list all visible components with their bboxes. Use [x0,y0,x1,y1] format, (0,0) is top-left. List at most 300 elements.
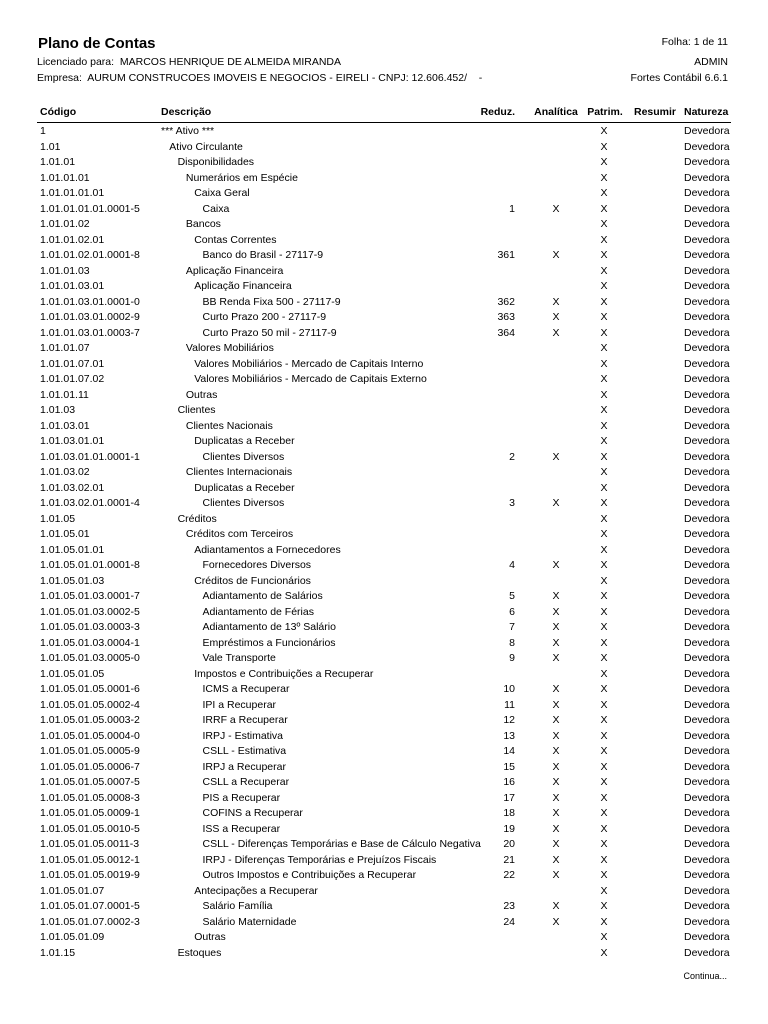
table-row [0,419,768,435]
cell-descricao: Banco do Brasil - 27117-9 [202,249,324,261]
cell-descricao: Antecipações a Recuperar [194,884,318,897]
cell-natureza: Devedora [684,884,730,897]
cell-natureza: Devedora [684,311,730,323]
cell-descricao: Contas Correntes [194,233,277,246]
cell-codigo: 1.01.01.02.01.0001-8 [40,249,140,261]
cell-patrim: X [600,295,608,308]
cell-analitica: X [552,853,560,866]
cell-reduz: 3 [509,497,515,509]
cell-patrim: X [600,915,608,928]
cell-descricao: Ativo Circulante [169,140,243,153]
table-row [0,775,768,791]
cell-descricao: Outros Impostos e Contribuições a Recuperar [202,869,417,881]
cell-natureza: Devedora [684,559,730,571]
cell-analitica: X [552,807,560,819]
cell-descricao: Valores Mobiliários - Mercado de Capitais Externo [194,373,427,385]
cell-patrim: X [600,652,608,664]
table-row [0,450,768,466]
table-row [0,698,768,714]
cell-codigo: 1.01.01.07.02 [40,373,105,385]
cell-patrim: X [600,636,608,649]
table-row [0,527,768,543]
table-row [0,279,768,295]
table-row [0,233,768,249]
cell-natureza: Devedora [684,636,730,649]
cell-codigo: 1.01.05.01 [40,528,90,540]
cell-natureza: Devedora [684,342,730,354]
cell-patrim: X [600,605,608,618]
cell-patrim: X [600,590,608,602]
cell-descricao: Duplicatas a Receber [194,435,295,447]
table-row [0,171,768,187]
table-row [0,341,768,357]
cell-codigo: 1.01.01.02.01 [40,233,105,246]
cell-natureza: Devedora [684,574,730,587]
cell-codigo: 1.01.01.03.01.0002-9 [40,311,140,323]
col-header-descricao: Descrição [161,106,212,118]
cell-descricao: Créditos com Terceiros [185,528,294,540]
cell-natureza: Devedora [684,667,730,680]
cell-codigo: 1.01.05.01.05.0008-3 [40,791,140,804]
cell-descricao: IRPJ a Recuperar [202,760,286,773]
cell-descricao: Salário Maternidade [202,915,297,928]
cell-codigo: 1.01.05.01.05.0004-0 [40,729,140,742]
cell-descricao: IRPJ - Estimativa [202,729,284,742]
cell-patrim: X [600,125,608,137]
cell-natureza: Devedora [684,187,730,199]
cell-analitica: X [552,311,560,323]
cell-codigo: 1.01.01.01 [40,171,90,184]
cell-analitica: X [552,760,560,773]
cell-patrim: X [600,187,608,199]
table-row [0,729,768,745]
cell-patrim: X [600,931,608,943]
cell-patrim: X [600,621,608,633]
cell-natureza: Devedora [684,915,730,928]
cell-patrim: X [600,822,608,835]
cell-descricao: Adiantamento de Férias [202,605,314,618]
cell-codigo: 1.01.05.01.05.0012-1 [40,853,140,866]
table-row [0,713,768,729]
cell-codigo: 1.01.05.01.05 [40,667,105,680]
cell-natureza: Devedora [684,202,730,215]
cell-codigo: 1.01.03.02.01.0001-4 [40,497,140,509]
col-header-reduz: Reduz. [480,106,515,118]
cell-codigo: 1.01.05.01.05.0009-1 [40,807,140,819]
cell-patrim: X [600,466,608,478]
cell-codigo: 1.01.15 [40,946,76,959]
cell-codigo: 1.01.05.01.01 [40,543,105,556]
cell-descricao: Caixa [202,202,230,215]
cell-patrim: X [600,946,608,959]
cell-codigo: 1.01.01.03.01.0003-7 [40,326,140,339]
table-row [0,543,768,559]
cell-analitica: X [552,652,560,664]
cell-codigo: 1.01.05.01.07 [40,884,105,897]
cell-codigo: 1.01.05.01.05.0001-6 [40,683,140,695]
cell-natureza: Devedora [684,838,730,850]
cell-codigo: 1.01.03.01.01 [40,435,105,447]
cell-analitica: X [552,683,560,695]
cell-codigo: 1.01.05 [40,512,76,525]
cell-natureza: Devedora [684,373,730,385]
cell-patrim: X [600,760,608,773]
table-row [0,248,768,264]
cell-reduz: 1 [509,202,515,215]
cell-natureza: Devedora [684,156,730,168]
cell-analitica: X [552,900,560,912]
cell-descricao: Créditos de Funcionários [194,574,311,587]
cell-descricao: PIS a Recuperar [202,791,281,804]
table-row [0,372,768,388]
cell-analitica: X [552,776,560,788]
cell-reduz: 19 [503,822,515,835]
table-row [0,791,768,807]
cell-codigo: 1.01.05.01.05.0003-2 [40,714,140,726]
cell-codigo: 1.01.05.01.05.0006-7 [40,760,140,773]
cell-codigo: 1.01.05.01.05.0019-9 [40,869,140,881]
cell-natureza: Devedora [684,760,730,773]
cell-patrim: X [600,218,608,230]
cell-patrim: X [600,450,608,463]
cell-natureza: Devedora [684,729,730,742]
cell-analitica: X [552,559,560,571]
cell-natureza: Devedora [684,125,730,137]
table-row [0,186,768,202]
table-row [0,868,768,884]
table-row [0,558,768,574]
table-row [0,760,768,776]
cell-natureza: Devedora [684,249,730,261]
cell-patrim: X [600,202,608,215]
cell-natureza: Devedora [684,822,730,835]
cell-natureza: Devedora [684,791,730,804]
cell-patrim: X [600,853,608,866]
col-header-analitica: Analítica [534,106,578,118]
cell-reduz: 363 [497,311,515,323]
cell-patrim: X [600,311,608,323]
cell-reduz: 7 [509,621,515,633]
cell-patrim: X [600,884,608,897]
cell-descricao: ISS a Recuperar [202,822,281,835]
cell-natureza: Devedora [684,140,730,153]
cell-reduz: 5 [509,590,515,602]
cell-codigo: 1.01.01.01.01 [40,187,105,199]
accounts-table-body [0,124,768,961]
cell-patrim: X [600,497,608,509]
table-row [0,589,768,605]
cell-patrim: X [600,807,608,819]
table-row [0,574,768,590]
cell-descricao: Aplicação Financeira [194,280,292,292]
cell-patrim: X [600,373,608,385]
cell-descricao: CSLL a Recuperar [202,776,290,788]
cell-analitica: X [552,249,560,261]
cell-patrim: X [600,698,608,711]
table-header [0,106,768,120]
table-row [0,310,768,326]
cell-codigo: 1.01.03.01 [40,419,90,432]
cell-descricao: Clientes [177,404,216,416]
licensed-to: Licenciado para: MARCOS HENRIQUE DE ALMEIDA MIRANDA [37,56,342,68]
cell-patrim: X [600,512,608,525]
cell-natureza: Devedora [684,264,730,277]
cell-natureza: Devedora [684,481,730,494]
table-row [0,124,768,140]
cell-analitica: X [552,202,560,215]
cell-analitica: X [552,621,560,633]
cell-reduz: 2 [509,450,515,463]
cell-reduz: 11 [504,698,515,711]
cell-reduz: 6 [509,605,515,618]
cell-natureza: Devedora [684,698,730,711]
cell-patrim: X [600,342,608,354]
cell-patrim: X [600,156,608,168]
cell-descricao: Outras [194,931,226,943]
cell-reduz: 364 [497,326,515,339]
cell-analitica: X [552,590,560,602]
cell-descricao: ICMS a Recuperar [202,683,290,695]
cell-codigo: 1.01.01 [40,156,76,168]
cell-descricao: Impostos e Contribuições a Recuperar [194,667,374,680]
cell-natureza: Devedora [684,776,730,788]
cell-descricao: IRPJ - Diferenças Temporárias e Prejuízos Fiscais [202,853,437,866]
cell-descricao: Clientes Nacionais [185,419,273,432]
cell-patrim: X [600,791,608,804]
table-row [0,388,768,404]
cell-codigo: 1.01.05.01.05.0007-5 [40,776,140,788]
cell-codigo: 1.01.05.01.07.0001-5 [40,900,140,912]
company-info: Empresa: AURUM CONSTRUCOES IMOVEIS E NEGOCIOS - EIRELI - CNPJ: 12.606.452/ - [37,72,483,84]
cell-patrim: X [600,171,608,184]
cell-analitica: X [552,714,560,726]
cell-reduz: 24 [503,915,515,928]
table-row [0,853,768,869]
cell-patrim: X [600,714,608,726]
cell-codigo: 1.01.01.03 [40,264,90,277]
cell-patrim: X [600,435,608,447]
cell-natureza: Devedora [684,233,730,246]
cell-analitica: X [552,698,560,711]
cell-descricao: Adiantamento de Salários [202,590,323,602]
cell-natureza: Devedora [684,652,730,664]
cell-codigo: 1.01.03 [40,404,76,416]
cell-analitica: X [552,295,560,308]
cell-natureza: Devedora [684,419,730,432]
cell-reduz: 17 [503,791,515,804]
cell-analitica: X [552,450,560,463]
cell-analitica: X [552,791,560,804]
cell-descricao: BB Renda Fixa 500 - 27117-9 [202,295,341,308]
cell-patrim: X [600,528,608,540]
table-row [0,605,768,621]
cell-codigo: 1 [40,125,46,137]
cell-descricao: Salário Família [202,900,273,912]
cell-analitica: X [552,869,560,881]
cell-descricao: IRRF a Recuperar [202,714,288,726]
cell-descricao: COFINS a Recuperar [202,807,303,819]
cell-patrim: X [600,574,608,587]
cell-natureza: Devedora [684,900,730,912]
cell-analitica: X [552,326,560,339]
table-row [0,915,768,931]
cell-codigo: 1.01.01.02 [40,218,90,230]
table-row [0,620,768,636]
cell-natureza: Devedora [684,714,730,726]
cell-reduz: 18 [503,807,515,819]
table-row [0,357,768,373]
cell-patrim: X [600,481,608,494]
cell-patrim: X [600,249,608,261]
cell-codigo: 1.01.05.01.05.0002-4 [40,698,140,711]
table-row [0,202,768,218]
cell-descricao: Clientes Diversos [202,450,285,463]
cell-patrim: X [600,140,608,153]
cell-natureza: Devedora [684,295,730,308]
cell-descricao: IPI a Recuperar [202,698,277,711]
cell-descricao: CSLL - Estimativa [202,745,287,757]
cell-reduz: 10 [503,683,515,695]
cell-natureza: Devedora [684,621,730,633]
cell-codigo: 1.01.05.01.03.0001-7 [40,590,140,602]
cell-natureza: Devedora [684,435,730,447]
cell-analitica: X [552,822,560,835]
cell-descricao: CSLL - Diferenças Temporárias e Base de Cálculo Negativa [202,838,481,850]
cell-natureza: Devedora [684,357,730,370]
cell-descricao: Duplicatas a Receber [194,481,295,494]
cell-descricao: Curto Prazo 50 mil - 27117-9 [202,326,337,339]
cell-patrim: X [600,264,608,277]
col-header-resumir: Resumir [634,106,677,118]
cell-natureza: Devedora [684,466,730,478]
report-title: Plano de Contas [38,35,156,52]
cell-reduz: 8 [509,636,515,649]
table-row [0,884,768,900]
cell-reduz: 362 [497,295,515,308]
cell-reduz: 14 [503,745,515,757]
cell-natureza: Devedora [684,931,730,943]
cell-descricao: Disponibilidades [177,156,255,168]
software-version: Fortes Contábil 6.6.1 [630,72,728,84]
cell-reduz: 9 [509,652,515,664]
cell-descricao: Bancos [185,218,221,230]
table-row [0,217,768,233]
cell-patrim: X [600,776,608,788]
cell-descricao: Aplicação Financeira [185,264,284,277]
cell-reduz: 20 [503,838,515,850]
cell-reduz: 22 [503,869,515,881]
cell-natureza: Devedora [684,946,730,959]
table-row [0,946,768,962]
table-row [0,512,768,528]
cell-descricao: Fornecedores Diversos [202,559,312,571]
cell-codigo: 1.01.05.01.03.0005-0 [40,652,140,664]
table-row [0,806,768,822]
cell-descricao: Créditos [177,512,217,525]
cell-natureza: Devedora [684,512,730,525]
table-row [0,140,768,156]
cell-codigo: 1.01.05.01.03.0004-1 [40,636,140,649]
cell-natureza: Devedora [684,497,730,509]
cell-natureza: Devedora [684,280,730,292]
cell-codigo: 1.01.05.01.03.0002-5 [40,605,140,618]
cell-natureza: Devedora [684,326,730,339]
cell-patrim: X [600,233,608,246]
cell-codigo: 1.01.01.07 [40,342,90,354]
continues-note: Continua... [683,971,727,981]
cell-patrim: X [600,357,608,370]
cell-descricao: Outras [185,388,218,401]
table-row [0,636,768,652]
cell-codigo: 1.01.05.01.07.0002-3 [40,915,140,928]
cell-patrim: X [600,838,608,850]
table-row [0,465,768,481]
col-header-patrim: Patrim. [587,106,623,118]
cell-natureza: Devedora [684,807,730,819]
cell-natureza: Devedora [684,853,730,866]
cell-reduz: 12 [503,714,515,726]
cell-natureza: Devedora [684,528,730,540]
table-row [0,899,768,915]
cell-patrim: X [600,900,608,912]
table-row [0,496,768,512]
cell-patrim: X [600,543,608,556]
table-row [0,295,768,311]
cell-descricao: Clientes Diversos [202,497,285,509]
cell-codigo: 1.01.01.03.01 [40,280,105,292]
cell-codigo: 1.01.01.01.01.0001-5 [40,202,140,215]
cell-natureza: Devedora [684,388,730,401]
cell-codigo: 1.01.03.02.01 [40,481,105,494]
table-row [0,155,768,171]
cell-natureza: Devedora [684,171,730,184]
cell-patrim: X [600,404,608,416]
table-row [0,682,768,698]
cell-descricao: Valores Mobiliários [185,342,274,354]
cell-patrim: X [600,683,608,695]
cell-natureza: Devedora [684,218,730,230]
cell-descricao: Numerários em Espécie [185,171,298,184]
cell-descricao: Adiantamentos a Fornecedores [194,543,341,556]
cell-reduz: 13 [503,729,515,742]
cell-reduz: 21 [503,853,515,866]
cell-codigo: 1.01.05.01.03.0003-3 [40,621,140,633]
table-row [0,667,768,683]
cell-descricao: Empréstimos a Funcionários [202,636,336,649]
cell-descricao: Estoques [177,946,222,959]
cell-reduz: 16 [503,776,515,788]
cell-codigo: 1.01.03.01.01.0001-1 [40,450,140,463]
cell-natureza: Devedora [684,869,730,881]
cell-codigo: 1.01.05.01.01.0001-8 [40,559,140,571]
cell-descricao: Caixa Geral [194,187,250,199]
col-header-natureza: Natureza [684,106,729,118]
cell-natureza: Devedora [684,683,730,695]
cell-codigo: 1.01.01.03.01.0001-0 [40,295,140,308]
cell-natureza: Devedora [684,450,730,463]
cell-reduz: 15 [503,760,515,773]
table-row [0,744,768,760]
cell-analitica: X [552,636,560,649]
table-row [0,403,768,419]
header-divider [37,122,731,123]
cell-patrim: X [600,667,608,680]
cell-descricao: Clientes Internacionais [185,466,293,478]
table-row [0,837,768,853]
cell-natureza: Devedora [684,543,730,556]
cell-reduz: 361 [497,249,515,261]
table-row [0,651,768,667]
